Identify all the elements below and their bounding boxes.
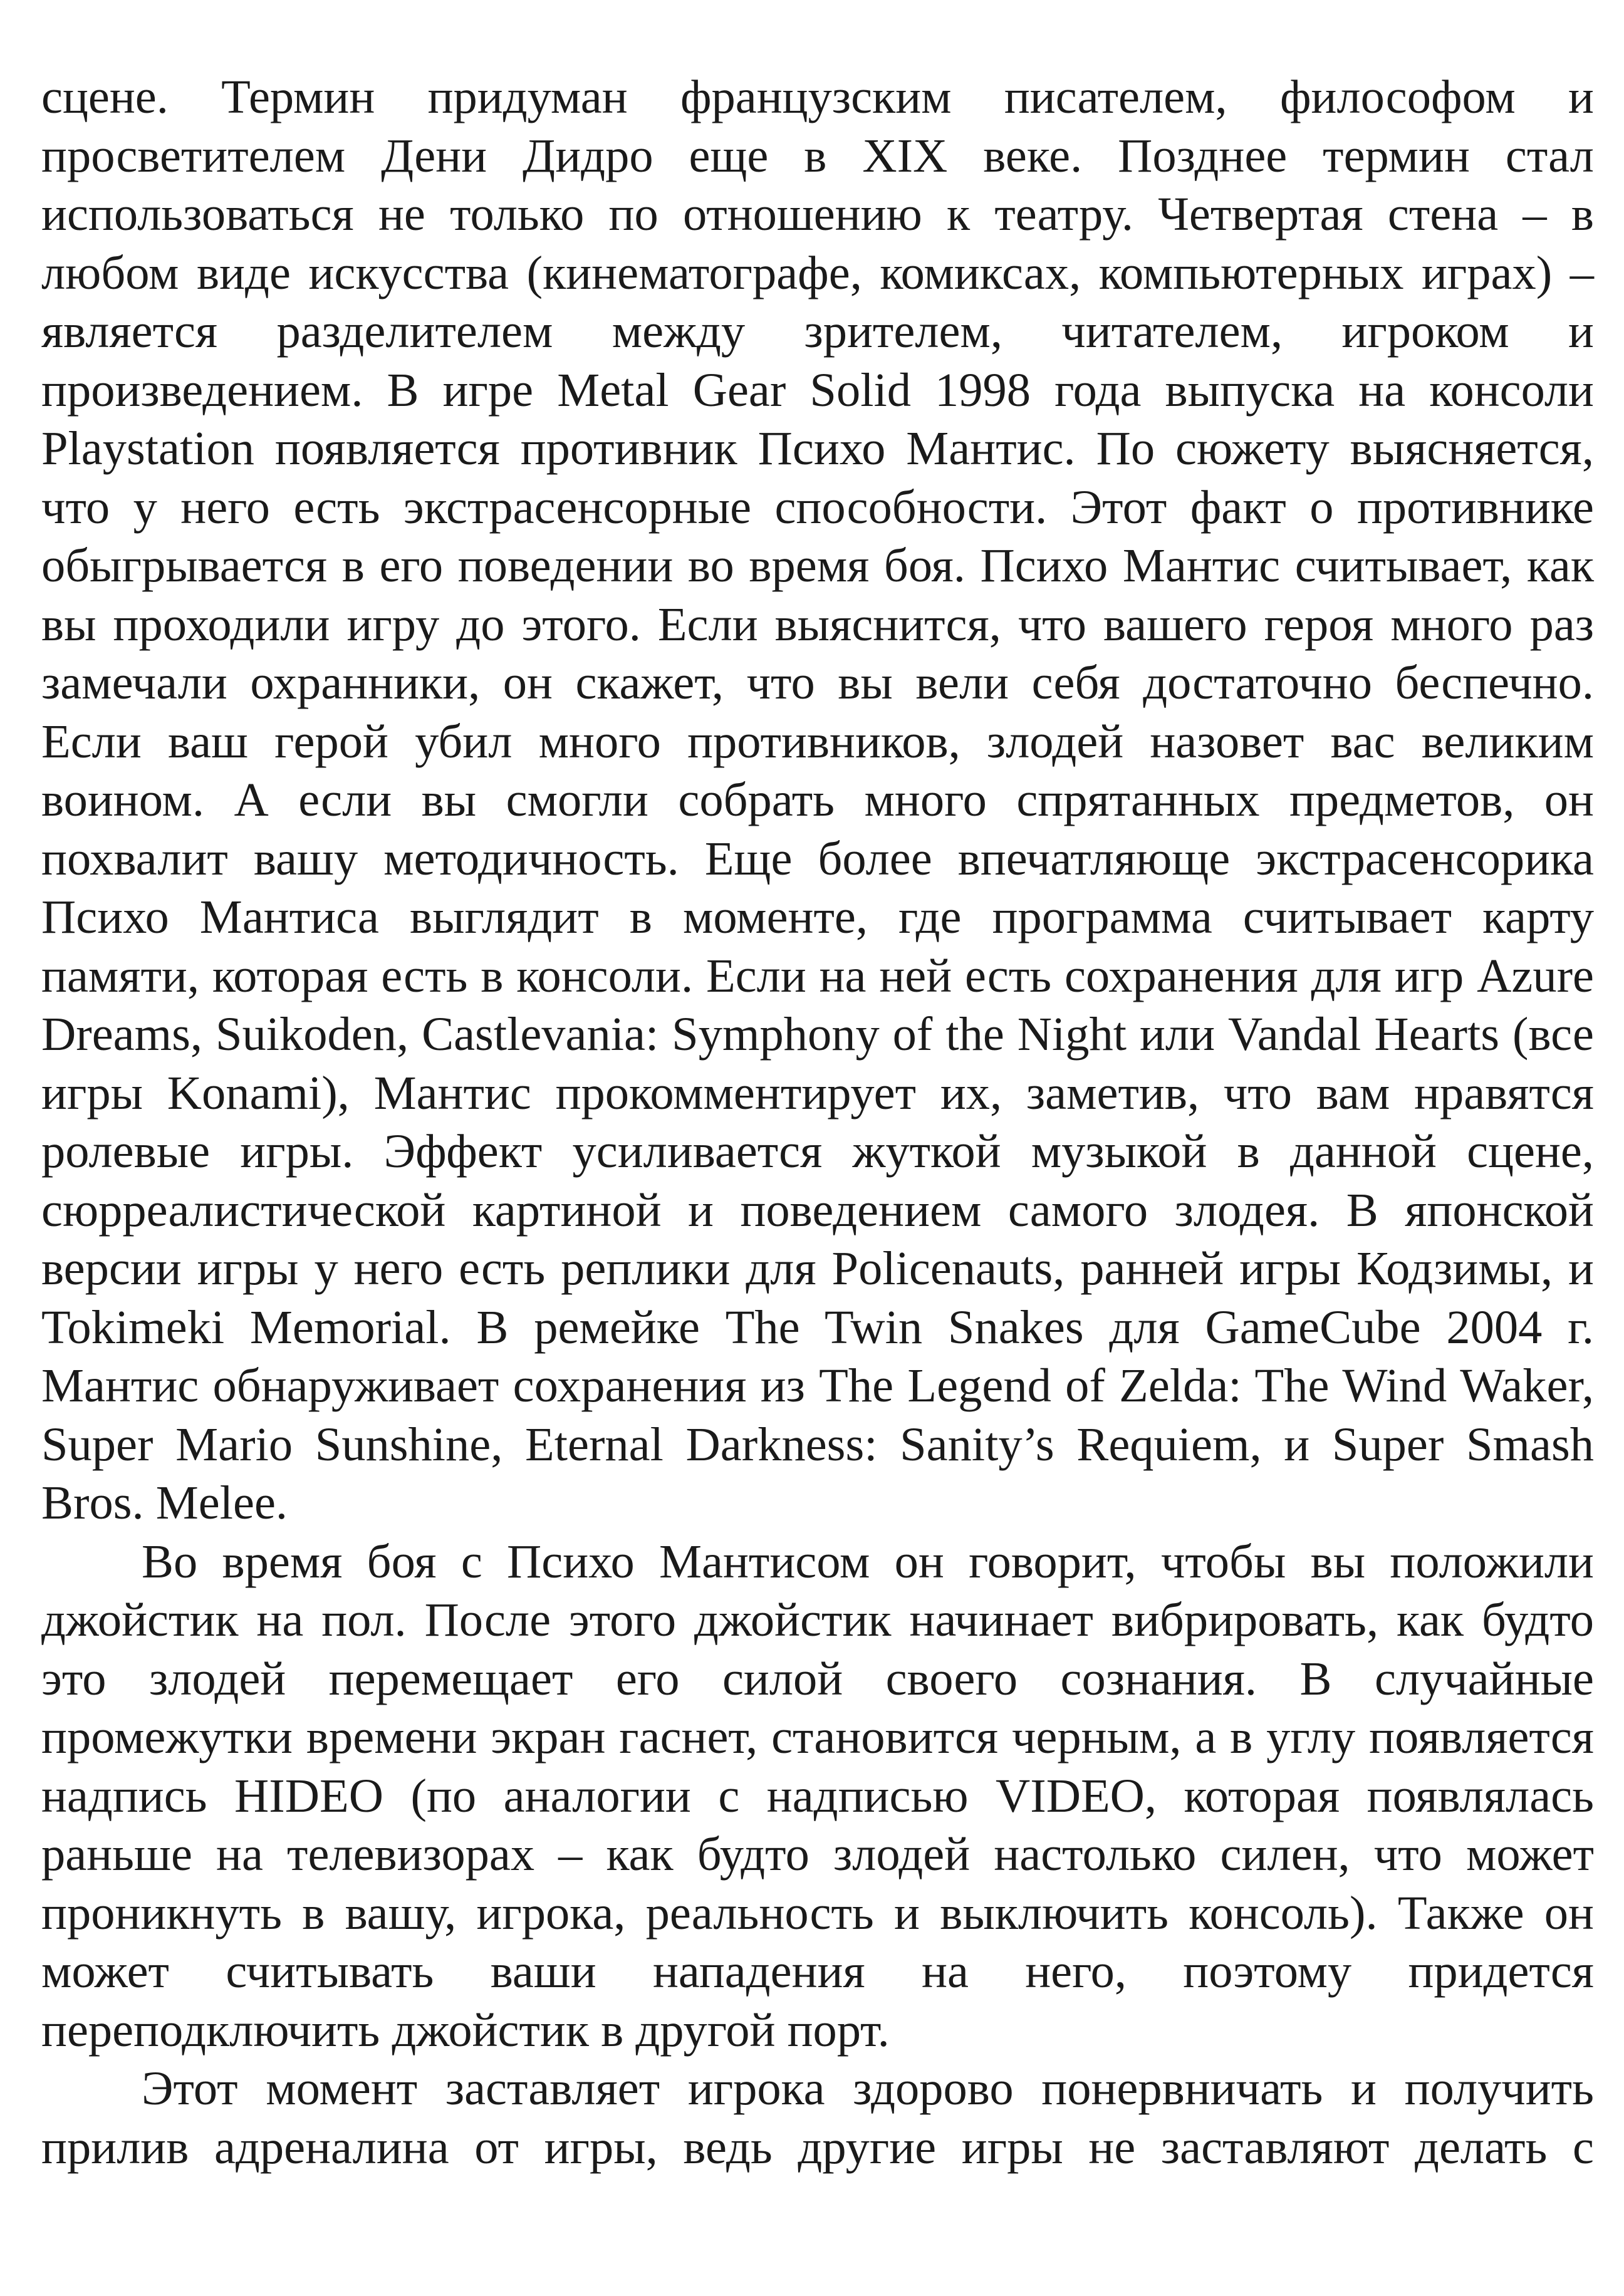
paragraph-continuation: сцене. Термин придуман французским писателем, философом и просветителем Дени Дидро еще в XIX веке. Позднее термин стал использоваться не только по отношению к театру. Четвертая стена – в любом виде искусства (кинематографе, комиксах, компьютерных играх) – является разделителем между зрителем, читателем, игроком и произведением. В игре Metal Gear Solid 1998 года выпуска на консоли Playstation появляется противник Психо Мантис. По сюжету выясняется, что у него есть экстрасенсорные способности. Этот факт о противнике обыгрывается в его поведении во время боя. Психо Мантис считывает, как вы проходили игру до этого. Если выяснится, что вашего героя много раз замечали охранники, он скажет, что вы вели себя достаточно беспечно. Если ваш герой убил много противников, злодей назовет вас великим воином. А если вы смогли собрать много спрятанных предметов, он похвалит вашу методичность. Еще более впечатляюще экстрасенсорика Психо Мантиса выглядит в моменте, где программа считывает карту памяти, которая есть в консоли. Если на ней есть сохранения для игр Azure Dreams, Suikoden, Castlevania: Symphony of the Night или Vandal Hearts (все игры Konami), Мантис прокомментирует их, заметив, что вам нравятся ролевые игры. Эффект усиливается жуткой музыкой в данной сцене, сюрреалистической картиной и поведением самого злодея. В японской версии игры у него есть реплики для Policenauts, ранней игры Кодзимы, и Tokimeki Memorial. В ремейке The Twin Snakes для GameCube 2004 г. Мантис обнаруживает сохранения из The Legend of Zelda: The Wind Waker, Super Mario Sunshine, Eternal Darkness: Sanity’s Requiem, и Super Smash Bros. Melee. (41, 70, 1594, 1529)
document-page (41, 68, 1594, 2176)
paragraph-adrenaline: Этот момент заставляет игрока здорово понервничать и получить прилив адреналина от игры, ведь другие игры не заставляют делать с (41, 2062, 1594, 2174)
paragraph-joystick: Во время боя с Психо Мантисом он говорит, чтобы вы положили джойстик на пол. После этого джойстик начинает вибрировать, как будто это злодей перемещает его силой своего сознания. В случайные промежутки времени экран гаснет, становится черным, а в углу появляется надпись HIDEO (по аналогии с надписью VIDEO, которая появлялась раньше на телевизорах – как будто злодей настолько силен, что может проникнуть в вашу, игрока, реальность и выключить консоль). Также он может считывать ваши нападения на него, поэтому придется переподключить джойстик в другой порт. (41, 1534, 1594, 2057)
